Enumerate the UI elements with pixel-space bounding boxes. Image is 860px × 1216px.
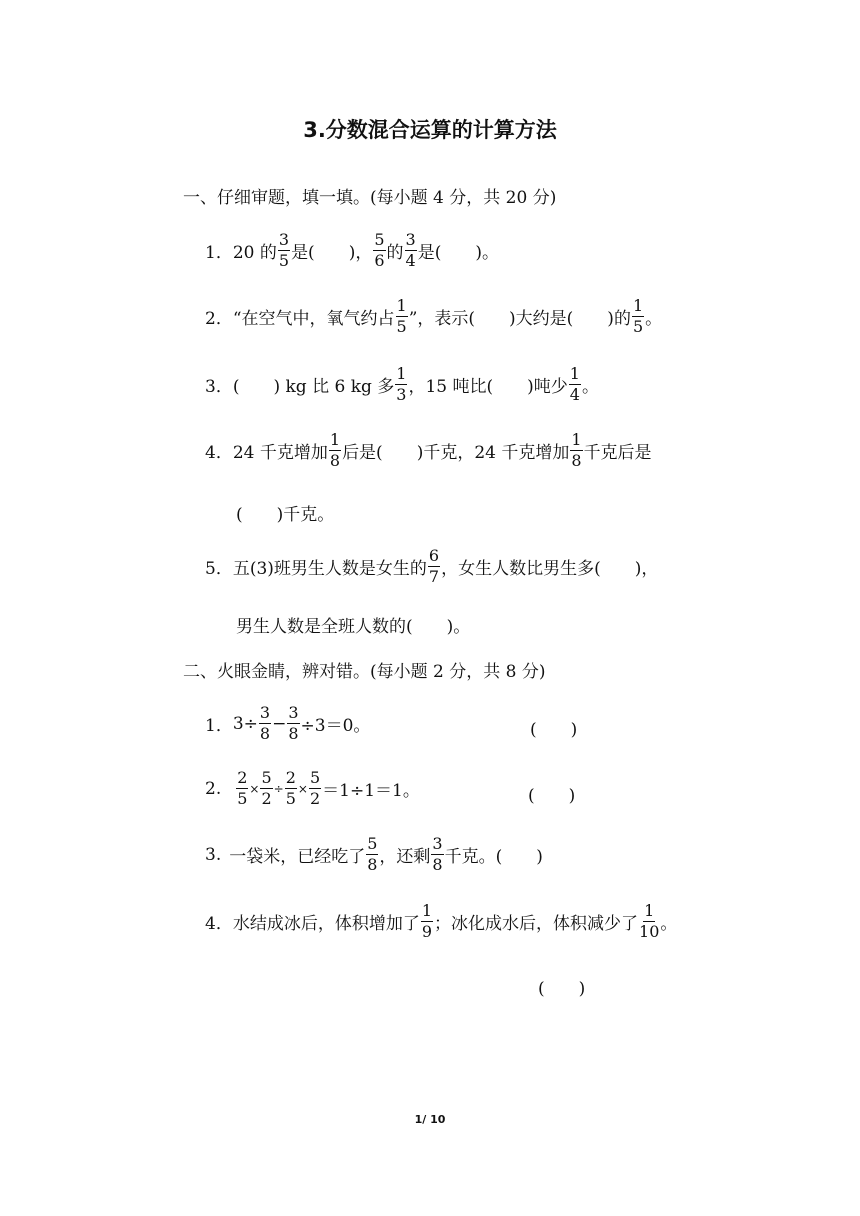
question-text: “在空气中，氧气约占 [232, 309, 395, 329]
fraction: $\frac{6}{7}$ [428, 546, 440, 586]
fraction: $\frac{1}{3}$ [396, 364, 407, 404]
question-text: ( ) kg 比 6 kg 多 [232, 377, 395, 397]
question-text: 一袋米，已经吃了 [229, 847, 366, 867]
section-1-heading: 一、仔细审题，填一填。(每小题 4 分，共 20 分) [183, 188, 557, 208]
question-number: 2. [205, 778, 222, 799]
question-number: 1． [205, 243, 233, 263]
question-text: 后是( )千克，24 千克增加 [342, 443, 570, 463]
question-text: 千克。( ) [444, 847, 543, 867]
question-text: 。 [645, 309, 663, 329]
fraction: $\frac{1}{8}$ [571, 430, 582, 470]
fraction: $\frac{5}{6}$ [374, 230, 385, 270]
question-text: ，还剩 [379, 847, 431, 867]
judge-question-3 [205, 836, 543, 873]
answer-parentheses[interactable]: ( ) [528, 786, 576, 806]
answer-parentheses[interactable]: ( ) [530, 720, 578, 740]
fraction: $\frac{3}{5}$ [278, 230, 290, 270]
fraction: $\frac{1}{5}$ [632, 296, 644, 336]
question-number: 3． [205, 377, 233, 397]
fraction: $\frac{1}{10}$ [639, 901, 660, 941]
operator: × [297, 781, 308, 796]
question-text: 3÷ [232, 713, 258, 734]
question-number: 3. [205, 844, 222, 865]
fraction: $\frac{1}{4}$ [569, 364, 580, 404]
fraction: $\frac{5}{2}$ [309, 768, 321, 808]
operator: − [272, 713, 287, 734]
operator: × [249, 781, 260, 796]
question-text: 20 的 [232, 243, 277, 263]
fraction: $\frac{1}{5}$ [396, 296, 407, 336]
fraction: $\frac{3}{4}$ [405, 230, 416, 270]
question-2 [205, 298, 662, 335]
question-text: 24 千克增加 [232, 443, 328, 463]
operator: ÷ [273, 781, 284, 796]
question-text: 。 [581, 377, 599, 397]
question-5 [205, 548, 658, 585]
fraction: $\frac{3}{8}$ [259, 703, 271, 743]
fraction: $\frac{2}{5}$ [285, 768, 296, 808]
question-text: 的 [386, 243, 404, 263]
question-number: 2． [205, 309, 233, 329]
question-text: ＝1÷1＝1。 [322, 781, 420, 801]
question-text: ，15 吨比( )吨少 [408, 377, 568, 397]
question-text: ÷3＝0。 [300, 716, 371, 736]
question-5-line-2: 男生人数是全班人数的( )。 [236, 617, 471, 637]
judge-question-1 [205, 705, 370, 742]
question-4-line-2: ( )千克。 [236, 505, 335, 525]
fraction: $\frac{3}{8}$ [432, 834, 443, 874]
page-number: 1/ 10 [414, 1113, 446, 1126]
question-text: ；冰化成水后，体积减少了 [434, 914, 639, 934]
page-title: 3.分数混合运算的计算方法 [303, 118, 557, 142]
fraction: $\frac{1}{9}$ [421, 901, 433, 941]
judge-question-2 [205, 770, 420, 807]
fraction: $\frac{1}{8}$ [329, 430, 341, 470]
section-2-heading: 二、火眼金睛，辨对错。(每小题 2 分，共 8 分) [183, 662, 546, 682]
question-text: ”，表示( )大约是( )的 [408, 309, 631, 329]
question-text: 是( )。 [417, 243, 499, 263]
question-1 [205, 232, 499, 269]
question-text: 水结成冰后，体积增加了 [232, 914, 420, 934]
fraction: $\frac{3}{8}$ [288, 703, 299, 743]
question-number: 5． [205, 559, 233, 579]
question-number: 4． [205, 914, 233, 934]
question-number: 1． [205, 716, 233, 736]
question-text: ，女生人数比男生多( )， [441, 559, 659, 579]
fraction: $\frac{5}{8}$ [367, 834, 378, 874]
fraction: $\frac{5}{2}$ [261, 768, 272, 808]
question-4 [205, 432, 652, 469]
question-number: 4． [205, 443, 233, 463]
question-text: 是( )， [291, 243, 373, 263]
judge-question-4 [205, 903, 677, 940]
answer-parentheses[interactable]: ( ) [538, 979, 586, 999]
fraction: $\frac{2}{5}$ [237, 768, 248, 808]
question-3 [205, 366, 599, 403]
question-text: 。 [660, 914, 678, 934]
question-text: 千克后是 [583, 443, 652, 463]
question-text: 五(3)班男生人数是女生的 [232, 559, 427, 579]
